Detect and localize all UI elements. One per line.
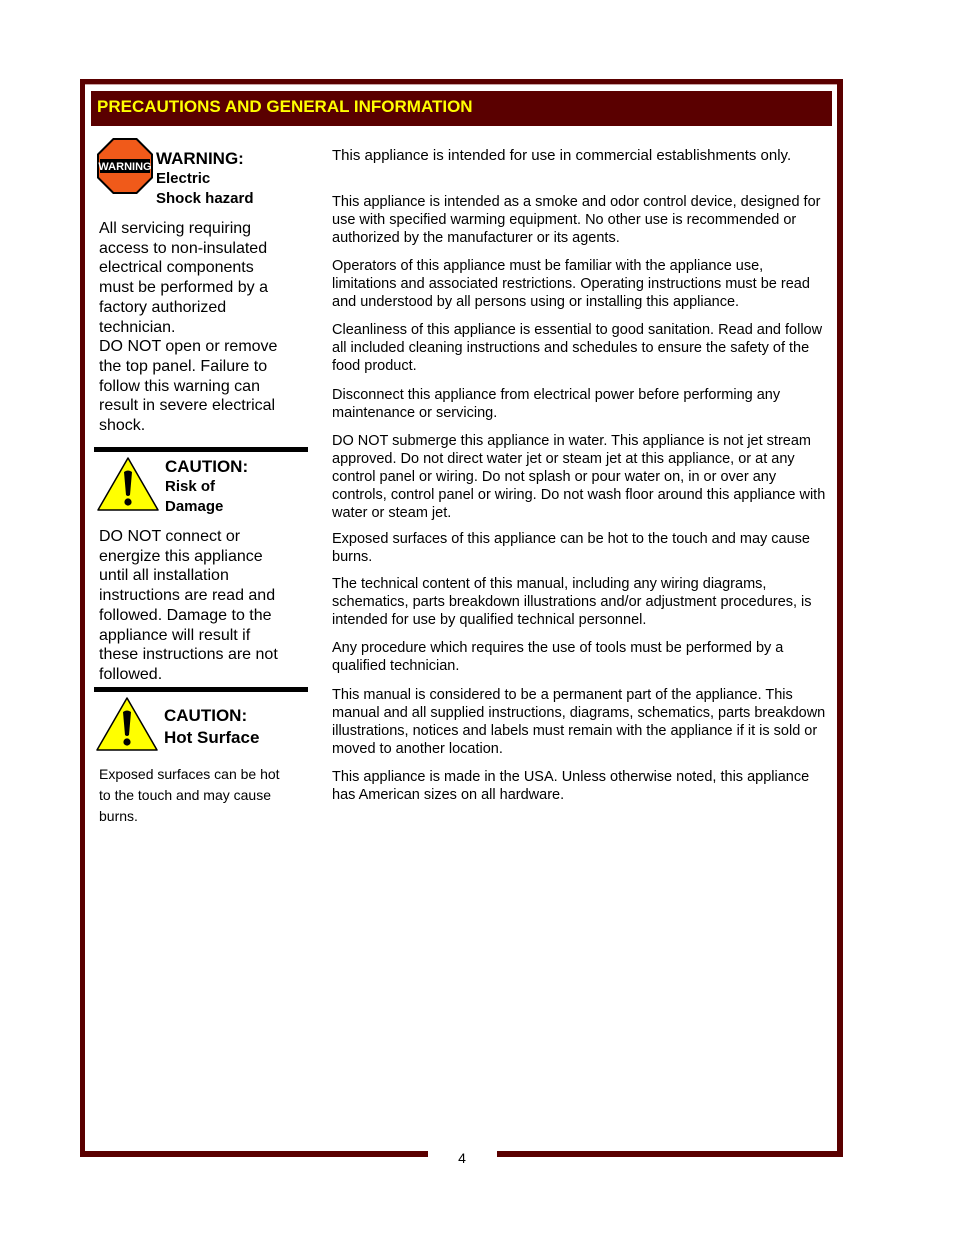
- caution-hot-line: Exposed surfaces can be hot: [99, 766, 280, 782]
- caution-damage-title: CAUTION:: [165, 457, 249, 476]
- info-paragraph: Cleanliness of this appliance is essential to good sanitation. Read and follow all included cleaning instructions and schedules to ensure the safety of the food product.: [332, 322, 823, 374]
- warning-title: WARNING:: [156, 149, 244, 168]
- warning-octagon-icon: [97, 138, 153, 199]
- warning-body: [99, 219, 277, 436]
- info-paragraph: This appliance is intended for use in commercial establishments only.: [332, 147, 792, 164]
- section-header: [91, 91, 832, 126]
- frame-bottom-border-left: [80, 1151, 428, 1157]
- caution-hot-line: to the touch and may cause: [99, 787, 271, 803]
- caution-hot-subtitle: Hot Surface: [164, 728, 260, 747]
- section-title: PRECAUTIONS AND GENERAL INFORMATION: [97, 97, 473, 116]
- info-paragraph: DO NOT submerge this appliance in water. This appliance is not jet stream approved. Do not direct water jet or steam jet at this appliance, or at any control panel or wiring. Do not splash or pour water on, in or over any controls, control panel or wiring. Do not wash floor around this appliance with water or steam jet.: [332, 433, 826, 521]
- caution-damage-line: energize this appliance: [99, 547, 263, 565]
- warning-line: technician.: [99, 318, 176, 336]
- warning-line: shock.: [99, 417, 146, 435]
- warning-line: follow this warning can: [99, 377, 260, 395]
- info-paragraph: Any procedure which requires the use of tools must be performed by a qualified technician.: [332, 640, 784, 674]
- info-paragraph: This appliance is intended as a smoke and odor control device, designed for use with specified warming equipment. No other use is recommended or authorized by the manufacturer or its agents.: [332, 194, 821, 246]
- page-number: 4: [458, 1150, 466, 1166]
- warning-sign-text: WARNING: [98, 161, 152, 173]
- caution-damage-line: until all installation: [99, 567, 229, 585]
- info-paragraph: The technical content of this manual, including any wiring diagrams, schematics, parts breakdown illustrations and/or adjustment procedures, is intended for use by qualified technical personnel.: [332, 576, 812, 628]
- warning-line: must be performed by a: [99, 279, 268, 297]
- info-paragraph: Operators of this appliance must be familiar with the appliance use, limitations and associated restrictions. Operating instructions must be read and understood by all persons using or installing this appliance.: [332, 258, 810, 310]
- caution-hot-body: [99, 764, 280, 827]
- info-paragraph: This manual is considered to be a permanent part of the appliance. This manual and all supplied instructions, diagrams, schematics, parts breakdown illustrations, notices and labels must remain with the appliance if it is sold or moved to another location.: [332, 687, 826, 757]
- caution-damage-subtitle-1: Risk of: [165, 478, 216, 495]
- caution-damage-subtitle-2: Damage: [165, 498, 224, 515]
- warning-line: result in severe electrical: [99, 397, 276, 415]
- divider-rule: [94, 447, 308, 452]
- info-paragraph: Disconnect this appliance from electrical power before performing any maintenance or servicing.: [332, 387, 781, 421]
- warning-line: the top panel. Failure to: [99, 357, 268, 375]
- info-paragraph: This appliance is made in the USA. Unless otherwise noted, this appliance has American sizes on all hardware.: [332, 769, 810, 803]
- warning-subtitle-2: Shock hazard: [156, 190, 254, 207]
- caution-damage-line: DO NOT connect or: [99, 528, 241, 545]
- warning-line: access to non-insulated: [99, 239, 268, 257]
- caution-hot-line: burns.: [99, 808, 138, 824]
- divider-rule: [94, 687, 308, 692]
- frame-right-border: [837, 79, 843, 1157]
- warning-subtitle-1: Electric: [156, 170, 211, 187]
- caution-triangle-icon: [95, 696, 159, 757]
- frame-inner-shadow: [85, 84, 837, 85]
- caution-damage-line: instructions are read and: [99, 587, 276, 605]
- warning-line: All servicing requiring: [99, 220, 252, 237]
- warning-line: DO NOT open or remove: [99, 338, 278, 356]
- caution-hot-title: CAUTION:: [164, 706, 248, 725]
- caution-damage-heading: [165, 457, 248, 517]
- frame-bottom-border-right: [497, 1151, 843, 1157]
- warning-line: factory authorized: [99, 298, 227, 316]
- warning-line: electrical components: [99, 259, 254, 277]
- caution-hot-heading: [164, 705, 259, 749]
- caution-damage-line: these instructions are not: [99, 646, 278, 664]
- caution-damage-line: followed. Damage to the: [99, 606, 272, 624]
- info-paragraph: Exposed surfaces of this appliance can be hot to the touch and may cause burns.: [332, 531, 810, 565]
- frame-left-border: [80, 79, 85, 1157]
- caution-damage-line: followed.: [99, 665, 163, 683]
- caution-triangle-icon: [96, 456, 160, 517]
- caution-damage-body: [99, 527, 278, 685]
- caution-damage-line: appliance will result if: [99, 626, 251, 644]
- warning-heading: [156, 149, 254, 209]
